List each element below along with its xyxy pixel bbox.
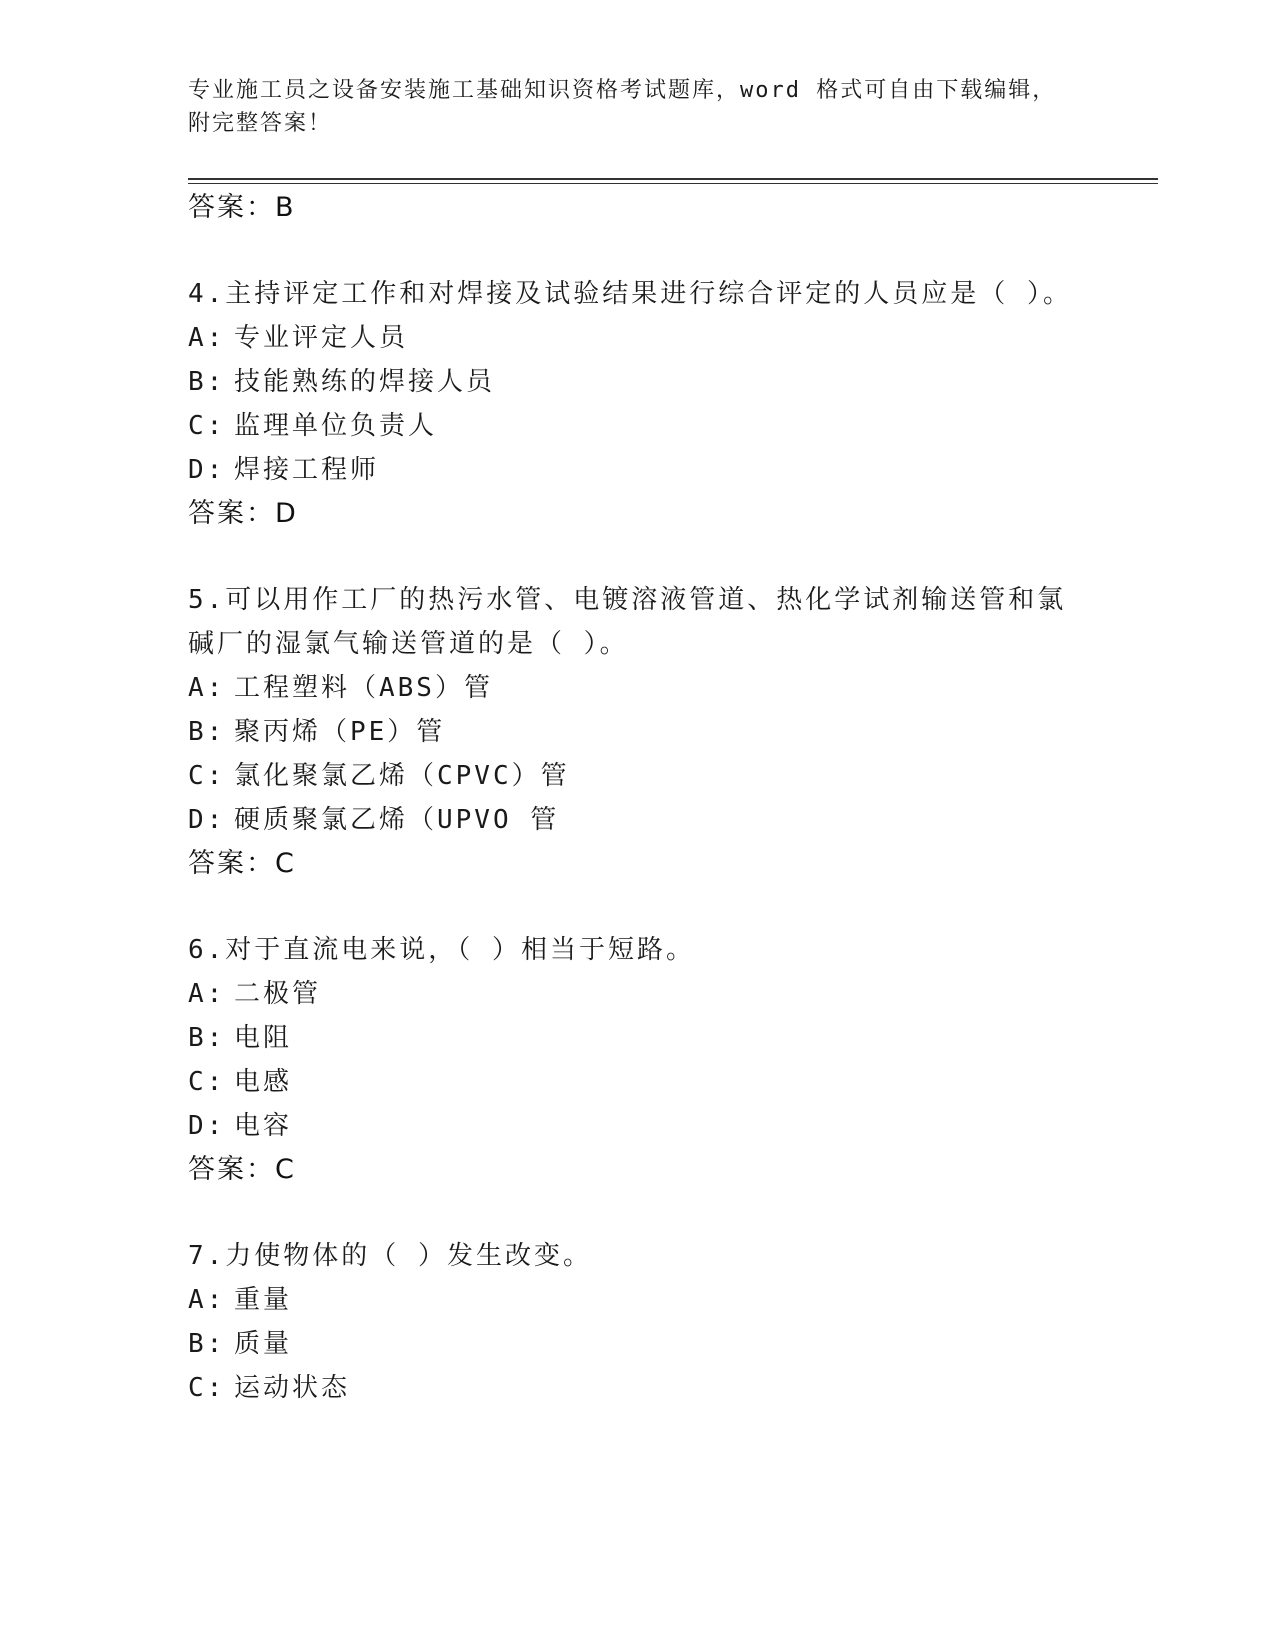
option-letter: B: [188,717,226,747]
option-text: 工程塑料（ABS）管 [234,673,493,703]
question-5-option-a [188,670,493,706]
question-5-stem-line-1: 5.可以用作工厂的热污水管、电镀溶液管道、热化学试剂输送管和氯 [188,585,1067,615]
option-text: 监理单位负责人 [234,411,438,441]
question-5-option-d [188,802,559,838]
question-4-option-d [188,452,379,488]
question-7-option-b [188,1326,292,1362]
option-text: 电感 [234,1067,293,1097]
option-text: 电阻 [234,1023,293,1053]
option-text: 聚丙烯（PE）管 [234,717,446,747]
answer-q3: 答案：B [188,192,296,223]
question-4-stem: 4.主持评定工作和对焊接及试验结果进行综合评定的人员应是（ ）。 [188,279,1072,309]
document-header [188,74,1088,140]
option-letter: D: [188,805,226,835]
option-letter: A: [188,979,226,1009]
question-6-option-b [188,1020,292,1056]
option-letter: C: [188,1067,226,1097]
question-6-stem: 6.对于直流电来说，（ ）相当于短路。 [188,935,695,965]
option-letter: B: [188,1023,226,1053]
option-text: 专业评定人员 [234,323,409,353]
option-text: 运动状态 [234,1373,351,1403]
question-6-option-c [188,1064,292,1100]
option-letter: A: [188,323,226,353]
option-letter: C: [188,761,226,791]
answer-q5: 答案：C [188,848,296,879]
question-7-stem: 7.力使物体的（ ）发生改变。 [188,1241,592,1271]
question-6-option-d [188,1108,292,1144]
question-7-option-a [188,1282,292,1318]
header-rule-thin [188,183,1158,184]
option-letter: A: [188,1285,226,1315]
question-5-option-c [188,758,570,794]
option-text: 焊接工程师 [234,455,380,485]
question-5-stem-line-2: 碱厂的湿氯气输送管道的是（ ）。 [188,629,629,659]
option-text: 质量 [234,1329,293,1359]
option-letter: B: [188,367,226,397]
option-letter: C: [188,411,226,441]
option-letter: D: [188,455,226,485]
option-text: 重量 [234,1285,293,1315]
option-letter: A: [188,673,226,703]
option-text: 硬质聚氯乙烯（UPVO 管 [234,805,560,835]
option-text: 氯化聚氯乙烯（CPVC）管 [234,761,570,791]
question-6-option-a [188,976,321,1012]
question-4-option-a [188,320,408,356]
option-text: 电容 [234,1111,293,1141]
answer-q6: 答案：C [188,1154,296,1185]
option-letter: B: [188,1329,226,1359]
option-letter: D: [188,1111,226,1141]
option-letter: C: [188,1373,226,1403]
option-text: 二极管 [234,979,322,1009]
header-rule-thick [188,178,1158,180]
question-4-option-c [188,408,437,444]
question-7-option-c [188,1370,350,1406]
question-5-option-b [188,714,445,750]
answer-q4: 答案：D [188,498,298,529]
question-4-option-b [188,364,495,400]
header-line-1: 专业施工员之设备安装施工基础知识资格考试题库，word 格式可自由下载编辑， [188,78,1057,103]
header-line-2: 附完整答案！ [188,111,333,136]
option-text: 技能熟练的焊接人员 [234,367,496,397]
